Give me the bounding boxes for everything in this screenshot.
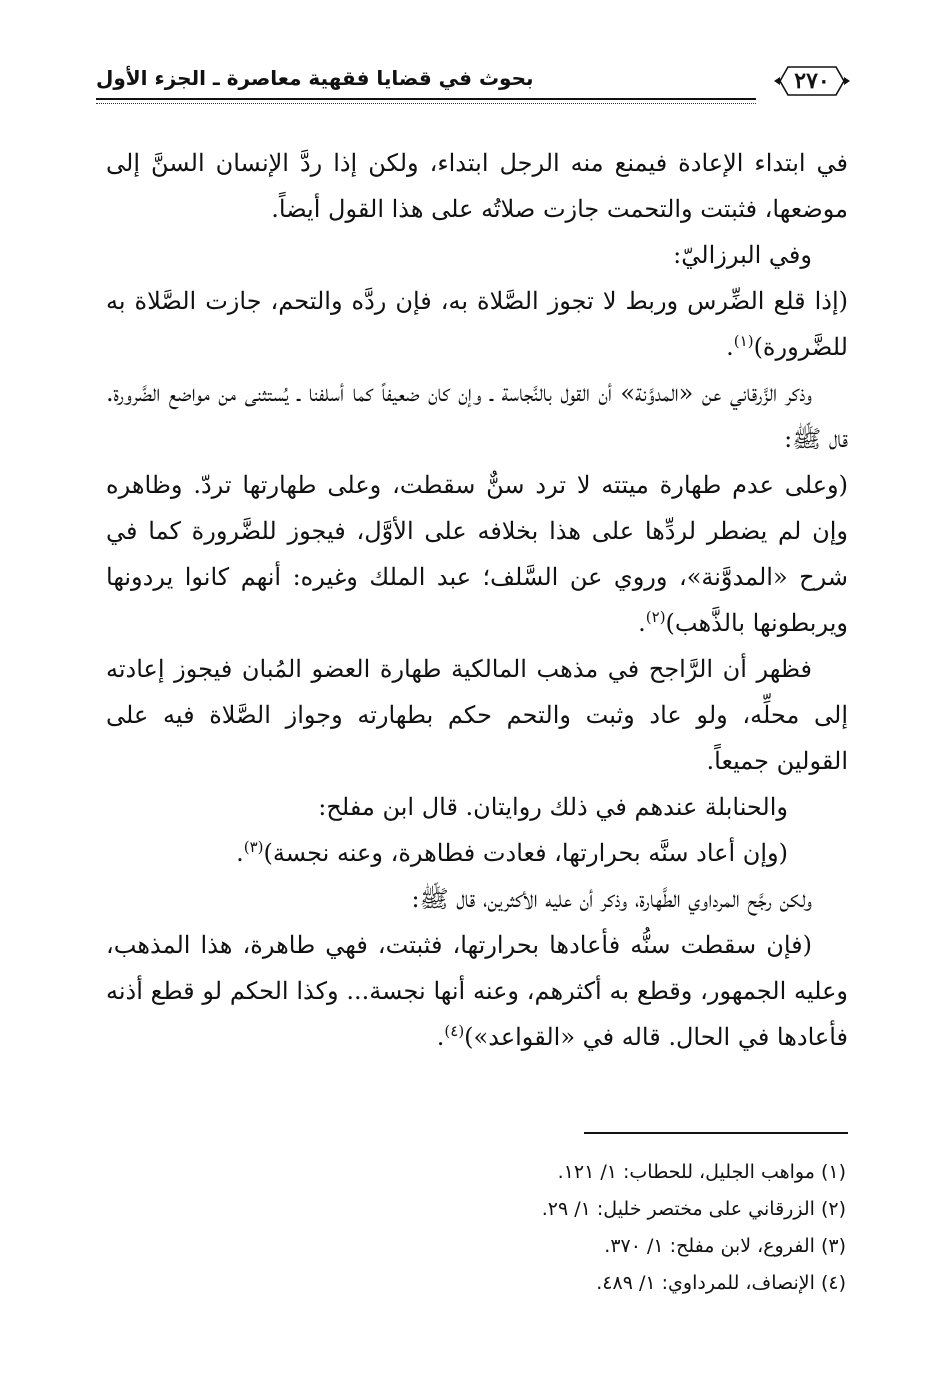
footnote-ref-1: (١) (733, 332, 754, 350)
header-dotted-rule (96, 103, 756, 104)
paragraph-mardawi: ولكن رجَّح المرداوي الطَّهارة، وذكر أن عليه الأكثرين، قال ﷺ: (411, 885, 812, 913)
paragraph-maliki-conclusion: فظهر أن الرَّاجح في مذهب المالكية طهارة العضو المُبان فيجوز إعادته إلى محلِّه، ولو عاد وثبت والتحم حكم بطهارته وجواز الصَّلاة فيه على القولين جميعاً. (106, 655, 848, 775)
footnote-2: (٢) الزرقاني على مختصر خليل: ١/ ٢٩. (541, 1198, 846, 1220)
page-number: ٢٧٠ (794, 68, 830, 94)
quote-barzali: (إذا قلع الضِّرس وربط لا تجوز الصَّلاة به، فإن ردَّه والتحم، جازت الصَّلاة به للضَّرورة)$^{(١)}$. (106, 287, 848, 361)
quote-mardawi: (فإن سقطت سنُّه فأعادها بحرارتها، فثبتت، فهي طاهرة، هذا المذهب، وعليه الجمهور، وقطع به أكثرهم، وعنه أنها نجسة... وكذا الحكم لو قطع أذنه فأعادها في الحال. قاله في «القواعد»)$^{(٤)}$. (106, 931, 848, 1051)
running-title-text: بحوث في قضايا فقهية معاصرة ـ الجزء الأول (96, 66, 534, 90)
footnote-ref-4: (٤) (444, 1022, 465, 1040)
footnote-ref-2: (٢) (645, 608, 666, 626)
footnote-separator (584, 1132, 848, 1134)
quote-zarqani: (وعلى عدم طهارة ميتته لا ترد سنٌّ سقطت، وعلى طهارتها تردّ. وظاهره وإن لم يضطر لردِّها على هذا بخلافه على الأوَّل، فيجوز للضَّرورة كما في شرح «المدوَّنة»، وروي عن السَّلف؛ عبد الملك وغيره: أنهم كانوا يردونها ويربطونها بالذَّهب)$^{(٢)}$. (106, 471, 848, 637)
paragraph-1: في ابتداء الإعادة فيمنع منه الرجل ابتداء، ولكن إذا ردَّ الإنسان السنَّ إلى موضعها، فثبتت والتحمت جازت صلاتُه على هذا القول أيضاً. (106, 149, 848, 223)
header-rule (96, 98, 756, 100)
footnote-4: (٤) الإنصاف، للمرداوي: ١/ ٤٨٩. (596, 1272, 846, 1294)
footnote-3: (٣) الفروع، لابن مفلح: ١/ ٣٧٠. (604, 1235, 846, 1257)
main-text (106, 140, 848, 1060)
footnote-1: (١) مواهب الجليل، للحطاب: ١/ ١٢١. (557, 1161, 846, 1183)
paragraph-hanabila: والحنابلة عندهم في ذلك روايتان. قال ابن مفلح: (318, 793, 788, 821)
paragraph-zarqani: وذكر الزَّرقاني عن «المدوَّنة» أن القول بالنَّجاسة ـ وإن كان ضعيفاً كما أسلفنا ـ يُستثنى من مواضع الضَّرورة. قال ﷺ: (106, 379, 848, 453)
footnote-ref-3: (٣) (243, 838, 264, 856)
footnotes (106, 1154, 848, 1302)
quote-ibn-muflih: (وإن أعاد سنَّه بحرارتها، فعادت فطاهرة، وعنه نجسة)$^{(٣)}$. (236, 838, 788, 867)
page-header (96, 58, 856, 108)
page-number-ornament (770, 64, 854, 98)
running-title (96, 66, 756, 90)
paragraph-2: وفي البرزاليّ: (673, 241, 812, 269)
